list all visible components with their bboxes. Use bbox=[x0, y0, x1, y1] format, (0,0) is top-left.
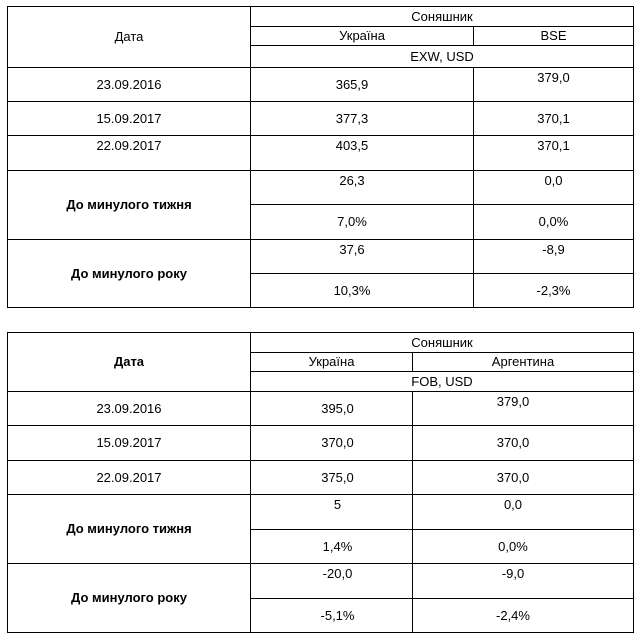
table-row bbox=[8, 240, 634, 274]
header-unit: FOB, USD bbox=[251, 372, 634, 392]
row-value-ukraine: 395,0 bbox=[251, 392, 413, 426]
row-value-bse: 370,1 bbox=[474, 102, 634, 136]
header-col-bse: BSE bbox=[474, 27, 634, 46]
header-group: Соняшник bbox=[251, 333, 634, 353]
week-change-label: До минулого тижня bbox=[8, 171, 251, 240]
row-value-argentina: 370,0 bbox=[413, 461, 634, 495]
header-col-ukraine: Україна bbox=[251, 27, 474, 46]
table-row bbox=[8, 136, 634, 171]
year-abs-ukraine: 37,6 bbox=[251, 240, 474, 274]
year-pct-ukraine: -5,1% bbox=[251, 599, 413, 633]
row-date: 22.09.2017 bbox=[8, 136, 251, 171]
row-value-ukraine: 377,3 bbox=[251, 102, 474, 136]
row-date: 15.09.2017 bbox=[8, 426, 251, 461]
row-date: 22.09.2017 bbox=[8, 461, 251, 495]
week-pct-ukraine: 7,0% bbox=[251, 205, 474, 240]
table-row bbox=[8, 461, 634, 495]
year-pct-argentina: -2,4% bbox=[413, 599, 634, 633]
table-row bbox=[8, 171, 634, 205]
year-abs-bse: -8,9 bbox=[474, 240, 634, 274]
row-value-ukraine: 365,9 bbox=[251, 68, 474, 102]
table-row bbox=[8, 564, 634, 599]
header-group: Соняшник bbox=[251, 7, 634, 27]
header-col-ukraine: Україна bbox=[251, 353, 413, 372]
row-value-ukraine: 375,0 bbox=[251, 461, 413, 495]
row-value-argentina: 379,0 bbox=[413, 392, 634, 426]
week-pct-bse: 0,0% bbox=[474, 205, 634, 240]
row-date: 23.09.2016 bbox=[8, 392, 251, 426]
year-abs-ukraine: -20,0 bbox=[251, 564, 413, 599]
header-date: Дата bbox=[8, 7, 251, 68]
year-pct-bse: -2,3% bbox=[474, 274, 634, 308]
header-col-argentina: Аргентина bbox=[413, 353, 634, 372]
header-date: Дата bbox=[8, 333, 251, 392]
row-value-ukraine: 403,5 bbox=[251, 136, 474, 171]
row-value-bse: 370,1 bbox=[474, 136, 634, 171]
week-pct-ukraine: 1,4% bbox=[251, 530, 413, 564]
week-abs-ukraine: 26,3 bbox=[251, 171, 474, 205]
week-change-label: До минулого тижня bbox=[8, 495, 251, 564]
header-unit: EXW, USD bbox=[251, 46, 634, 68]
table-row bbox=[8, 426, 634, 461]
row-date: 23.09.2016 bbox=[8, 68, 251, 102]
table-row bbox=[8, 495, 634, 530]
row-value-ukraine: 370,0 bbox=[251, 426, 413, 461]
year-pct-ukraine: 10,3% bbox=[251, 274, 474, 308]
row-value-bse: 379,0 bbox=[474, 68, 634, 102]
price-table-fob bbox=[7, 332, 634, 633]
row-value-argentina: 370,0 bbox=[413, 426, 634, 461]
week-abs-argentina: 0,0 bbox=[413, 495, 634, 530]
week-abs-bse: 0,0 bbox=[474, 171, 634, 205]
year-change-label: До минулого року bbox=[8, 564, 251, 633]
table-row bbox=[8, 68, 634, 102]
year-abs-argentina: -9,0 bbox=[413, 564, 634, 599]
price-table-exw bbox=[7, 6, 634, 308]
week-abs-ukraine: 5 bbox=[251, 495, 413, 530]
table-row bbox=[8, 392, 634, 426]
row-date: 15.09.2017 bbox=[8, 102, 251, 136]
year-change-label: До минулого року bbox=[8, 240, 251, 308]
week-pct-argentina: 0,0% bbox=[413, 530, 634, 564]
table-row bbox=[8, 102, 634, 136]
